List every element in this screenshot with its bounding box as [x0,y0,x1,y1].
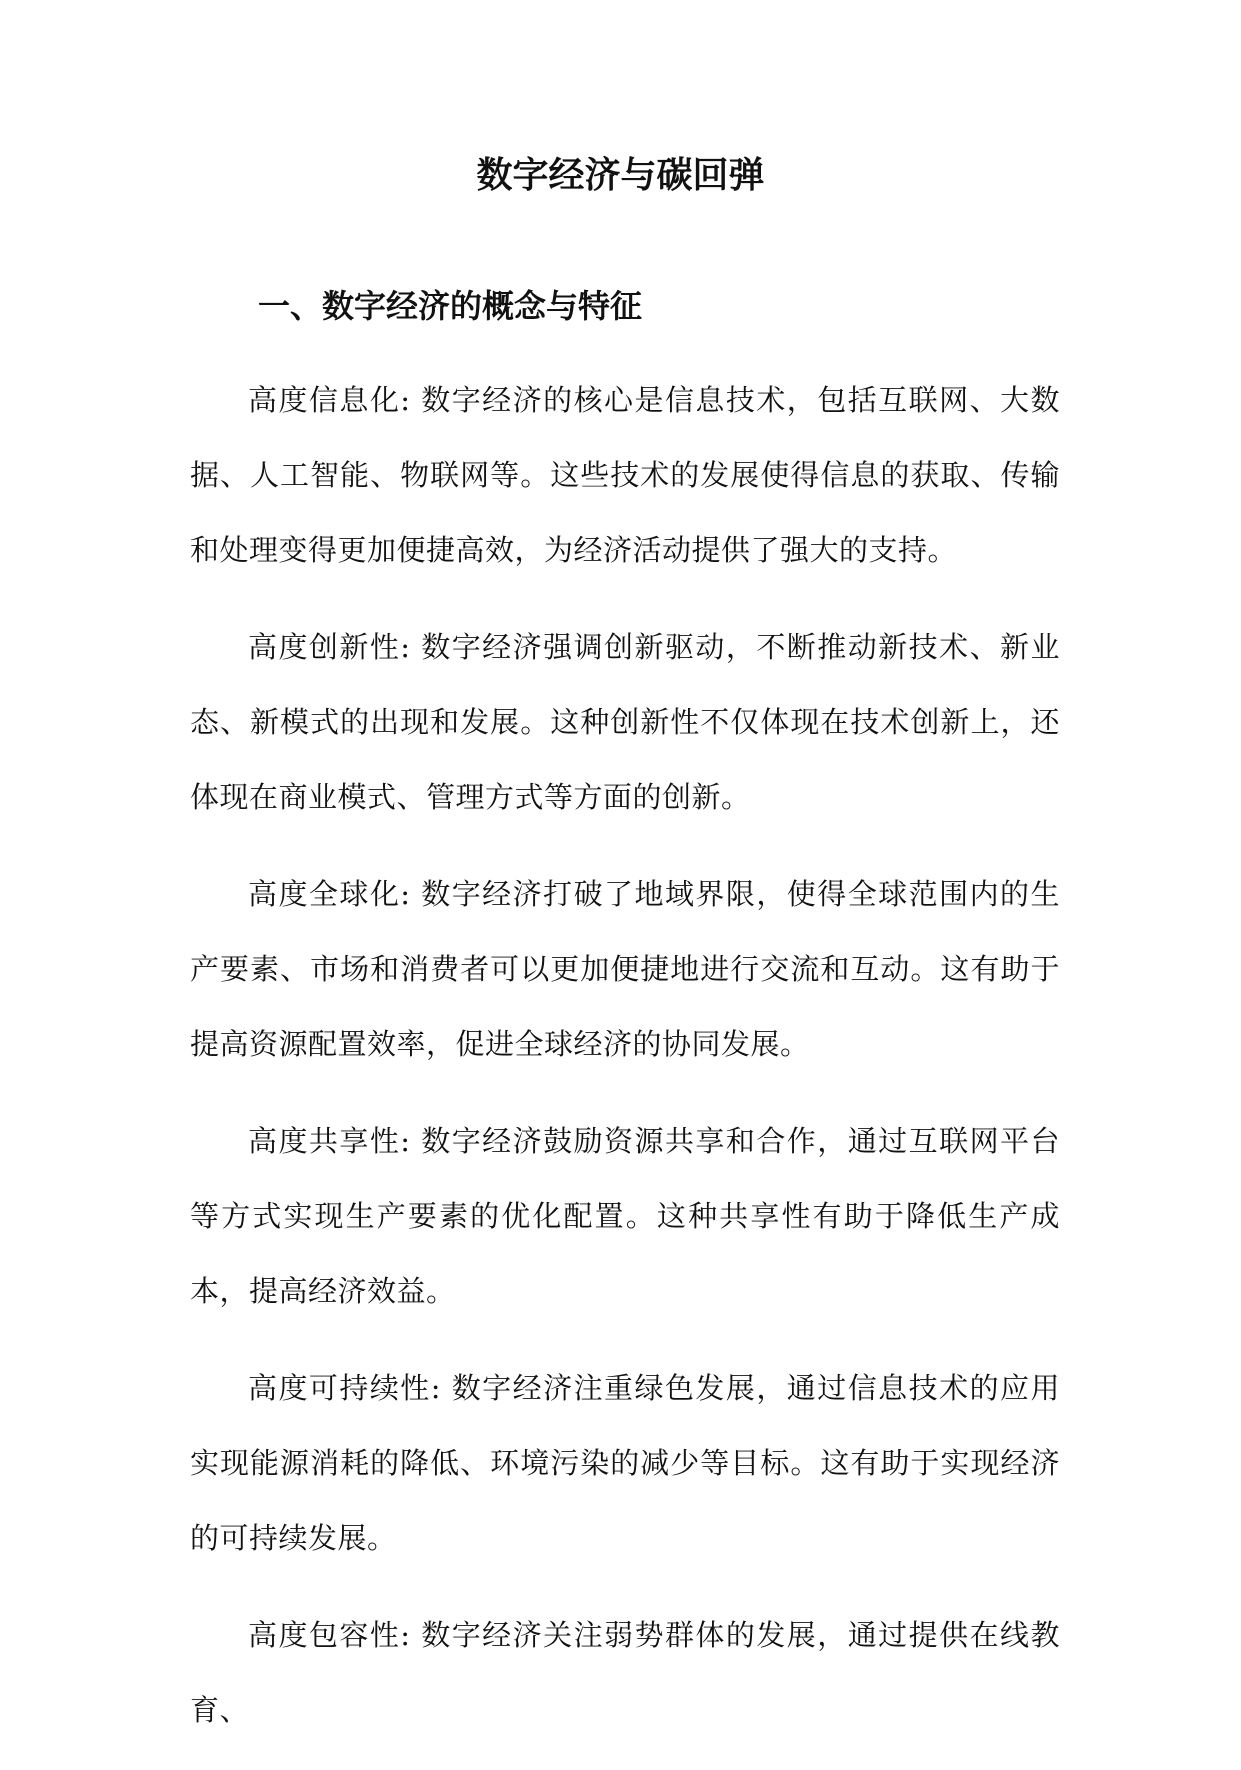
paragraph-globalization: 高度全球化: 数字经济打破了地域界限，使得全球范围内的生产要素、市场和消费者可以更加便捷地进行交流和互动。这有助于提高资源配置效率，促进全球经济的协同发展。 [190,877,1060,1061]
document-title: 数字经济与碳回弹 [476,154,765,196]
paragraph-inclusiveness: 高度包容性: 数字经济关注弱势群体的发展，通过提供在线教育、 [190,1618,1060,1727]
body-text [190,363,1060,1770]
paragraph-informatization: 高度信息化: 数字经济的核心是信息技术，包括互联网、大数据、人工智能、物联网等。这些技术的发展使得信息的获取、传输和处理变得更加便捷高效，为经济活动提供了强大的支持。 [190,383,1060,567]
section-heading: 一、数字经济的概念与特征 [258,287,643,325]
paragraph-sharing: 高度共享性: 数字经济鼓励资源共享和合作，通过互联网平台等方式实现生产要素的优化配置。这种共享性有助于降低生产成本，提高经济效益。 [190,1124,1060,1308]
paragraph-sustainability: 高度可持续性: 数字经济注重绿色发展，通过信息技术的应用实现能源消耗的降低、环境污染的减少等目标。这有助于实现经济的可持续发展。 [190,1371,1060,1555]
paragraph-innovation: 高度创新性: 数字经济强调创新驱动，不断推动新技术、新业态、新模式的出现和发展。这种创新性不仅体现在技术创新上，还体现在商业模式、管理方式等方面的创新。 [190,630,1060,814]
